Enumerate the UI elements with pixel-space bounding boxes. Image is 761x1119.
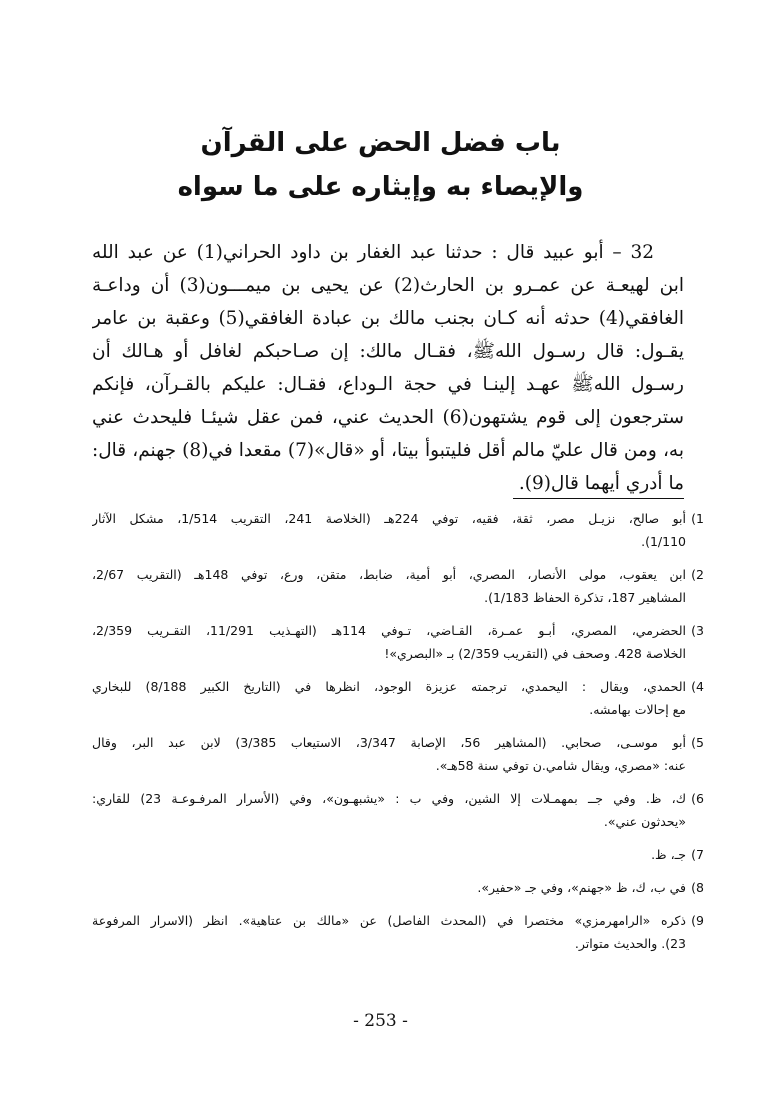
footnote-7 (92, 843, 704, 866)
hadith-line-7: به، ومن قال عليّ مالم أقل فليتبوأ بيتا، أو «قال»(7) مقعدا في(8) جهنم، قال: (92, 440, 684, 461)
footnote-line: ابن يعقوب، مولى الأنصار، المصري، أبو أمية، ضابط، متقن، ورع، توفي 148هـ (التقريب 2/67، (92, 567, 686, 582)
footnote-line: عنه: «مصري، ويقال شامي.ن توفي سنة 58هـ». (435, 758, 686, 773)
footnote-line: أبو صالح، نزيـل مصر، ثقة، فقيه، توفي 224هـ (الخلاصة 241، التقريب 1/514، مشكل الآثار (92, 511, 686, 526)
hadith-line-6: سترجعون إلى قوم يشتهون(6) الحديث عني، فمن عقل شيئـا فليحدث عني (92, 407, 684, 428)
footnote-line: 1/110). (641, 534, 686, 549)
hadith-line-4: يقـول: قال رسـول اللهﷺ، فقـال مالك: إن صـاحبكم لغافل أو هـالك أن (92, 341, 684, 362)
footnote-line: الحضرمي، المصري، أبـو عمـرة، القـاضي، تـوفي 114هـ (التهـذيب 11/291، التقـريب 2/359، (92, 623, 686, 638)
footnote-3 (92, 619, 704, 665)
footnote-5 (92, 731, 704, 777)
footnote-line: جـ، ظ. (651, 847, 686, 862)
hadith-line-3: الغافقي(4) حدثه أنه كـان بجنب مالك بن عبادة الغافقي(5) وعقبة بن عامر (92, 308, 684, 329)
footnote-line: الحمدي، ويقال : اليحمدي، ترجمته عزيزة الوجود، انظرها في (التاريخ الكبير 8/188) للبخاري (92, 679, 686, 694)
footnote-6 (92, 787, 704, 833)
footnote-line: الخلاصة 428. وصحف في (التقريب 2/359) بـ «البصري»! (384, 646, 686, 661)
footnote-line: 23). والحديث متواتر. (574, 936, 686, 951)
footnote-line: المشاهير 187، تذكرة الحفاظ 1/183). (484, 590, 686, 605)
footnote-number: 3) (691, 623, 704, 638)
footnote-line: مع إحالات بهامشه. (589, 702, 686, 717)
footnote-number: 9) (691, 913, 704, 928)
footnote-1 (92, 507, 704, 553)
footnote-number: 1) (691, 511, 704, 526)
footnote-line: ذكره «الرامهرمزي» مختصرا في (المحدث الفاصل) عن «مالك بن عتاهية». انظر (الاسرار المرفوعة (92, 913, 686, 928)
footnote-number: 7) (691, 847, 704, 862)
page-number: - 253 - (353, 1011, 408, 1031)
hadith-text (92, 236, 684, 504)
hadith-line-8: ما أدري أيهما قال(9). (513, 467, 684, 499)
footnote-9 (92, 909, 704, 955)
chapter-title-line-2: والإيصاء به وإيثاره على ما سواه (177, 172, 584, 202)
footnote-4 (92, 675, 704, 721)
footnote-number: 2) (691, 567, 704, 582)
hadith-line-2: ابن لهيعـة عن عمـرو بن الحارث(2) عن يحيى بن ميمـــون(3) أن وداعـة (92, 275, 684, 296)
footnote-line: ك، ظ. وفي جــ بمهمـلات إلا الشين، وفي ب : «يشبهـون»، وفي (الأسرار المرفـوعـة 23) للقاري: (92, 791, 686, 806)
hadith-line-1: 32 – أبو عبيد قال : حدثنا عبد الغفار بن داود الحراني(1) عن عبد الله (92, 242, 654, 263)
footnote-number: 6) (691, 791, 704, 806)
footnote-line: «يحدثون عني». (603, 814, 686, 829)
footnote-number: 4) (691, 679, 704, 694)
footnote-8 (92, 876, 704, 899)
hadith-line-5: رسـول اللهﷺ عهـد إلينـا في حجة الـوداع، فقـال: عليكم بالقـرآن، فإنكم (92, 374, 684, 395)
footnote-line: أبو موسـى، صحابي. (المشاهير 56، الإصابة 3/347، الاستيعاب 3/385) لابن عبد البر، وقال (92, 735, 686, 750)
footnote-line: في ب، ك، ظ «جهنم»، وفي جـ «حفير». (477, 880, 686, 895)
footnote-2 (92, 563, 704, 609)
footnote-number: 5) (691, 735, 704, 750)
footnotes (92, 507, 704, 965)
chapter-title-line-1: باب فضل الحض على القرآن (200, 128, 561, 158)
footnote-number: 8) (691, 880, 704, 895)
